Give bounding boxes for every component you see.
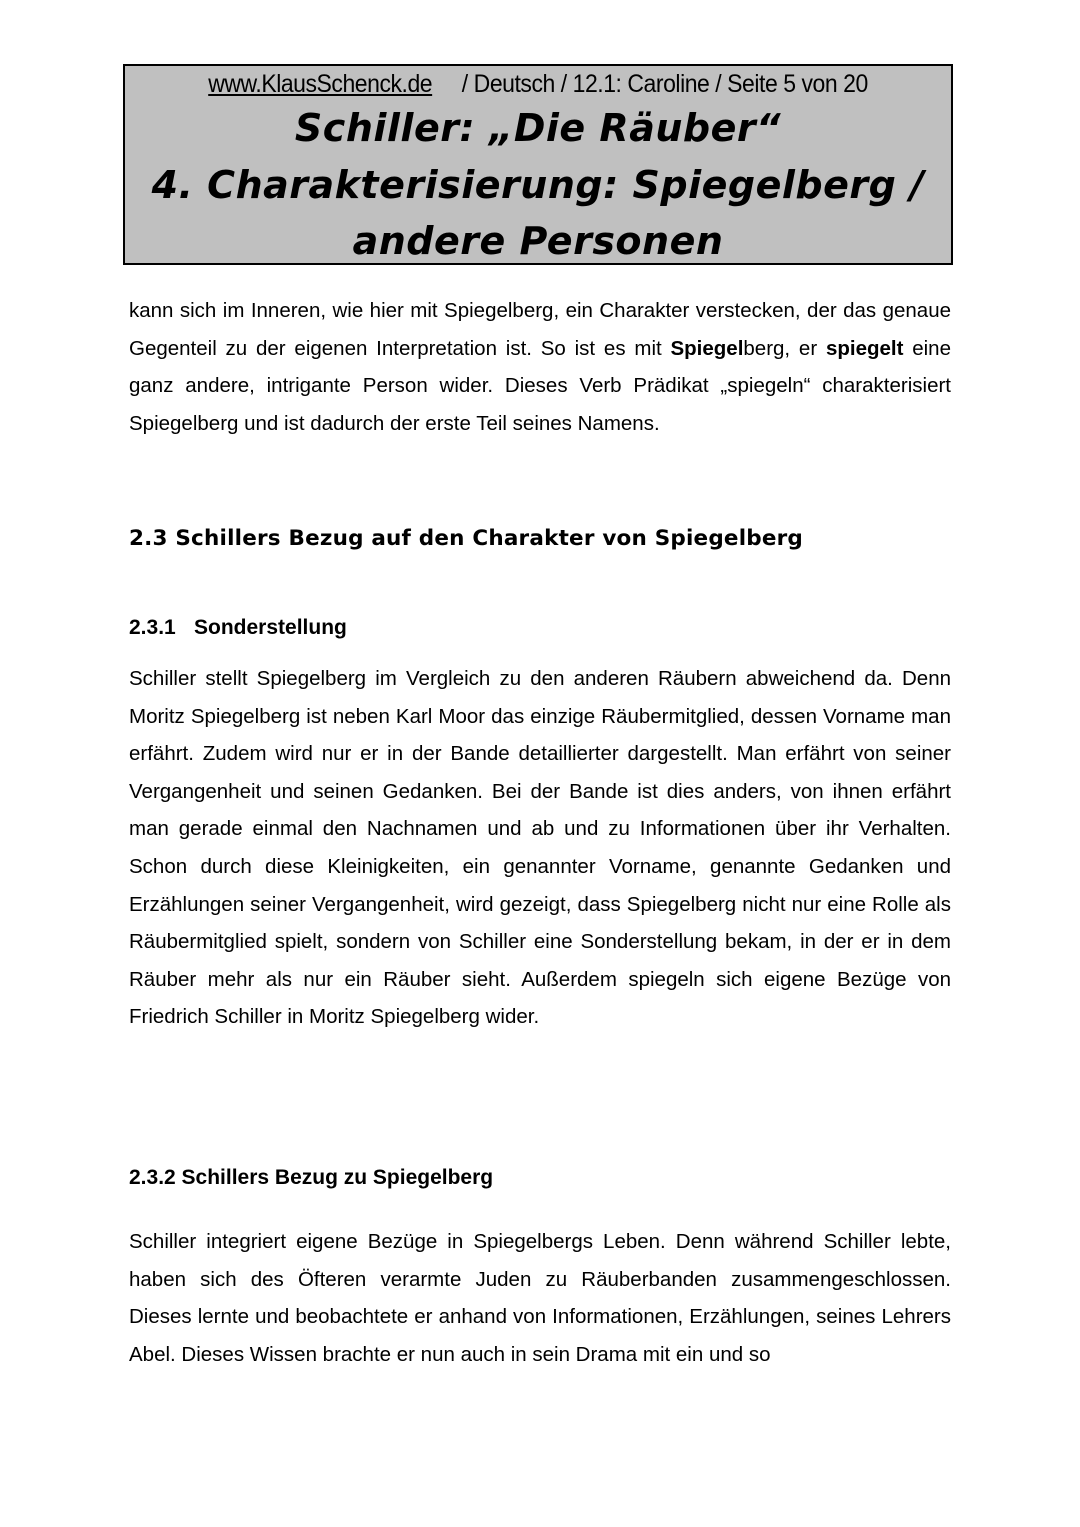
sonderstellung-paragraph: Schiller stellt Spiegelberg im Vergleich zu den anderen Räubern abweichend da. Denn Moritz Spiegelberg ist neben Karl Moor das einzige Räubermitglied, dessen Vorname man erfährt. Zudem wird nur er in der Bande detaillierter dargestellt. Man erfährt von seiner Vergangenheit und seinen Gedanken. Bei der Bande ist dies anders, von ihnen erfährt man gerade einmal den Nachnamen und ab und zu Informationen über ihr Verhalten. Schon durch diese Kleinigkeiten, ein genannter Vorname, genannte Gedanken und Erzählungen seiner Vergangenheit, wird gezeigt, dass Spiegelberg nicht nur eine Rolle als Räubermitglied spielt, sondern von Schiller eine Sonderstellung bekam, in der er in dem Räuber mehr als nur ein Räuber sieht. Außerdem spiegeln sich eigene Bezüge von Friedrich Schiller in Moritz Spiegelberg wider. <box>129 667 951 1029</box>
section-number: 2.3.1 <box>129 616 176 639</box>
website-link[interactable]: www.KlausSchenck.de <box>208 70 433 98</box>
intro-text-c: eine ganz andere, intrigante Person wider. Dieses Verb Prädikat „spiegeln“ charakterisiert Spiegelberg und ist dadurch der erste Teil seines Namens. <box>129 336 951 435</box>
intro-bold-spiegelt: spiegelt <box>825 336 904 360</box>
page-header <box>123 64 953 265</box>
bezug-paragraph: Schiller integriert eigene Bezüge in Spiegelbergs Leben. Denn während Schiller lebte, haben sich des Öfteren verarmte Juden zu Räuberbanden zusammengeschlossen. Dieses lernte und beobachtete er anhand von Informationen, Erzählungen, seines Lehrers Abel. Dieses Wissen brachte er nun auch in sein Drama mit ein und so <box>129 1230 951 1366</box>
intro-text-a: kann sich im Inneren, wie hier mit Spiegelberg, ein Charakter verstecken, der das genaue Gegenteil zu der eigenen Interpretation ist. So ist es mit <box>129 299 951 360</box>
header-path-text: / Deutsch / 12.1: Caroline / Seite 5 von 20 <box>461 70 868 98</box>
intro-bold-spiegel: Spiegel <box>670 336 744 360</box>
intro-text-b: berg, er <box>743 336 826 360</box>
intro-paragraph <box>129 292 951 442</box>
header-source-line <box>158 70 918 99</box>
header-path <box>438 70 868 98</box>
section-heading-2-3: 2.3 Schillers Bezug auf den Charakter von Spiegelberg <box>129 526 804 551</box>
section-title: Sonderstellung <box>194 616 347 639</box>
section-heading-2-3-1 <box>129 616 347 640</box>
title-line-1: Schiller: „Die Räuber“ <box>294 106 782 150</box>
title-line-2: 4. Charakterisierung: Spiegelberg / <box>151 163 925 207</box>
section-heading-2-3-2: 2.3.2 Schillers Bezug zu Spiegelberg <box>129 1166 494 1189</box>
title-line-3: andere Personen <box>352 219 724 263</box>
